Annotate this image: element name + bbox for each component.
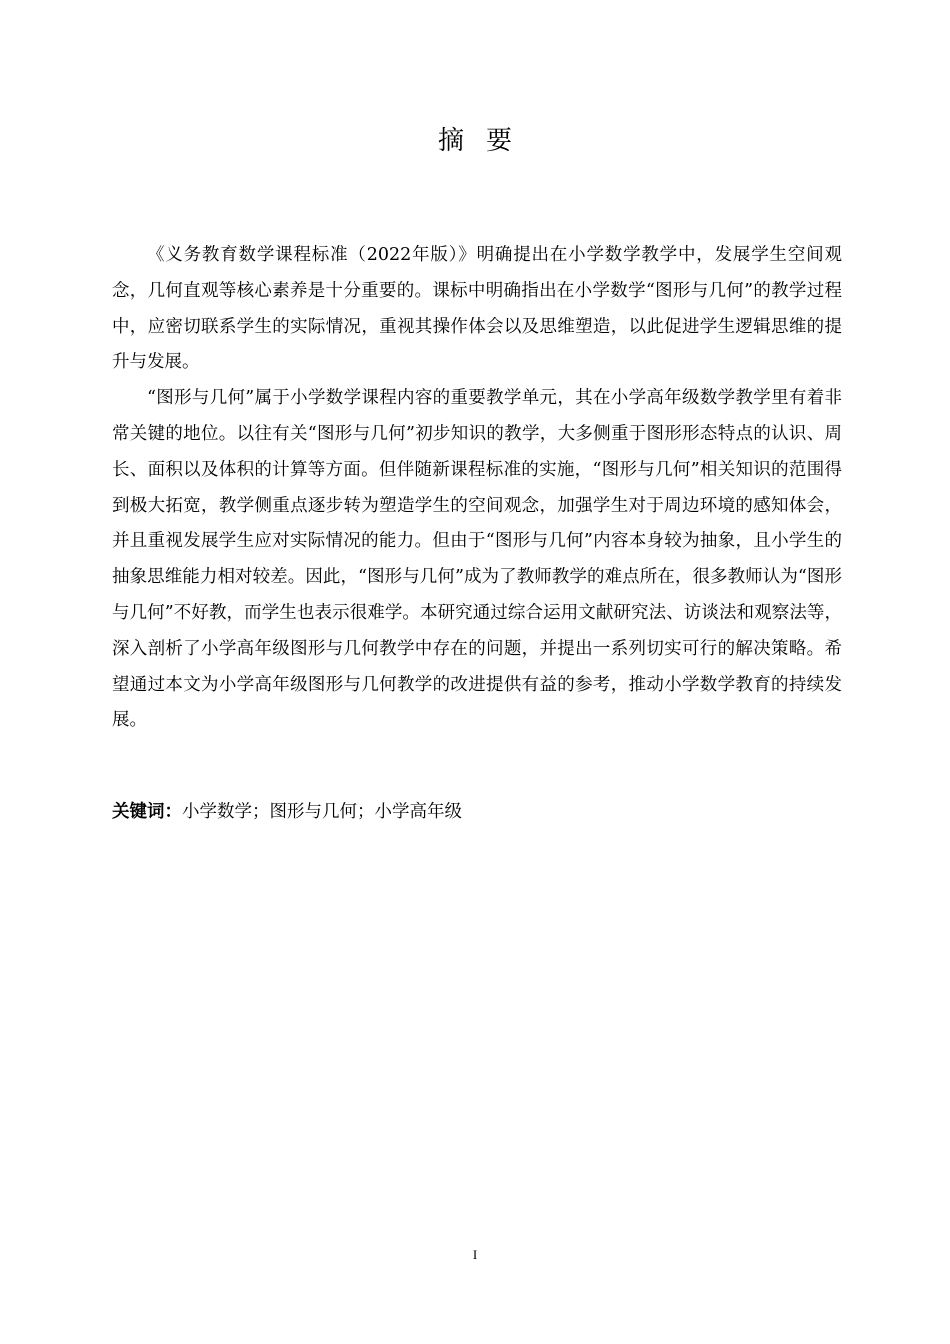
abstract-paragraph-1: 《义务教育数学课程标准（2022年版）》明确提出在小学数学教学中，发展学生空间观念，几何直观等核心素养是十分重要的。课标中明确指出在小学数学“图形与几何”的教学过程中，应密切联系学生的实际情况，重视其操作体会以及思维塑造，以此促进学生逻辑思维的提升与发展。 (112, 245, 842, 373)
abstract-paragraph-2: “图形与几何”属于小学数学课程内容的重要教学单元，其在小学高年级数学教学里有着非常关键的地位。以往有关“图形与几何”初步知识的教学，大多侧重于图形形态特点的认识、周长、面积以及体积的计算等方面。但伴随新课程标准的实施，“图形与几何”相关知识的范围得到极大拓宽，教学侧重点逐步转为塑造学生的空间观念，加强学生对于周边环境的感知体会，并且重视发展学生应对实际情况的能力。但由于“图形与几何”内容本身较为抽象，且小学生的抽象思维能力相对较差。因此，“图形与几何”成为了教师教学的难点所在，很多教师认为“图形与几何”不好教，而学生也表示很难学。本研究通过综合运用文献研究法、访谈法和观察法等，深入剖析了小学高年级图形与几何教学中存在的问题，并提出一系列切实可行的解决策略。希望通过本文为小学高年级图形与几何教学的改进提供有益的参考，推动小学数学教育的持续发展。 (112, 388, 842, 731)
keywords-value: 小学数学；图形与几何；小学高年级 (182, 802, 462, 822)
keywords-label: 关键词： (112, 802, 182, 822)
page-number: I (472, 1247, 478, 1262)
abstract-body (112, 238, 842, 739)
abstract-title: 摘要 (437, 126, 534, 156)
keywords-line (112, 797, 842, 827)
